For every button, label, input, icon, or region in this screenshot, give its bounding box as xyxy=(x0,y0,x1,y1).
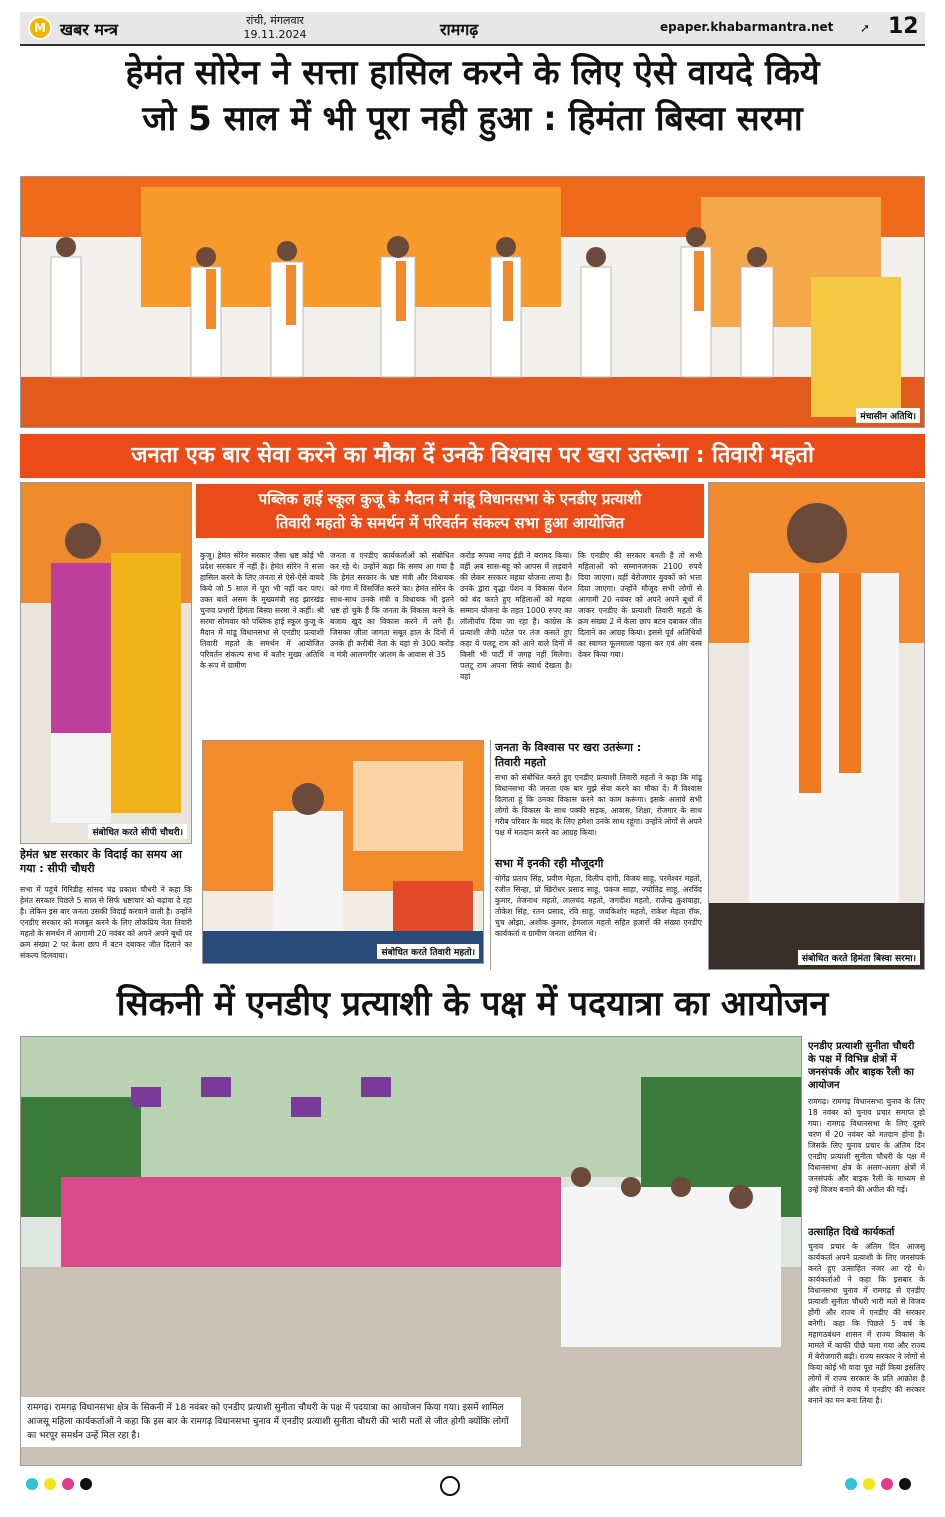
epaper-url[interactable]: epaper.khabarmantra.net xyxy=(660,20,834,34)
speaker-illustration xyxy=(21,483,192,844)
story-deck xyxy=(196,484,704,538)
padayatra-photo xyxy=(20,1036,802,1466)
left-photo-caption: संबोधित करते सीपी चौधरी। xyxy=(88,824,187,839)
story-column-2: जनता व एनडीए कार्यकर्ताओं को संबोधित कर रहे थे। उन्होंने कहा कि समय आ गया है कि हेमंत सरकार के भ्रष्ट मंत्री और विधायक को गंगा में विसर्जित करने का। हेमंत सोरेन के साथ-साथ उनके मंत्री व विधायक भी इतने भ्रष्ट हो चुके हैं कि जनता के विकास करने के बजाय खुद का विकास करने में लगे हैं। जिसका जीता जागता सबूत हाल के दिनों में उनके ही करीबी नेता के यहां से 300 करोड़ व मंत्री आलमगीर आलम के आवास से 35 xyxy=(330,551,454,659)
brand-logo xyxy=(28,16,52,40)
dateline xyxy=(220,14,330,42)
cursor-icon: ➚ xyxy=(860,21,871,35)
story-column-4: कि एनडीए की सरकार बनती है तो सभी महिलाओं को सम्मानजनक 2100 रुपये दिया जाएगा। वहीं बेरोजगार युवकों को भत्ता दिया जाएगा। उन्होंने मौजूद सभी लोगों से आगामी 20 नवंबर को अपने अपने बूथों में जाकर एनडीए के प्रत्याशी तिवारी महतो के क्रम संख्या 2 में केला छाप बटन दबाकर जीत दिलाने का आग्रह किया। इससे पूर्व अतिथियों का स्वागत फूलमाला पहना कर एवं अंग वस्त्र देकर किया गया। xyxy=(578,551,702,659)
reg-mark-yellow-right xyxy=(863,1478,875,1490)
side-story-subhead: उत्साहित दिखे कार्यकर्ता xyxy=(808,1227,895,1238)
rally-illustration xyxy=(203,741,484,964)
city-day: रांची, मंगलवार xyxy=(246,14,304,27)
issue-date: 19.11.2024 xyxy=(243,28,307,41)
logo-letter: M xyxy=(34,21,46,35)
himanta-photo xyxy=(708,482,925,970)
lead-headline-line2: जो 5 साल में भी पूरा नही हुआ : हिमंता बिस्वा सरमा xyxy=(142,99,803,139)
page-number: 12 xyxy=(888,14,919,39)
present-text: योगेंद्र प्रताप सिंह, प्रवीण मेहता, दिलीप दांगी, विजय साहू, परमेश्वर महतो, रंजीत सिन्हा, प्रो खिरोधर प्रसाद साहू, पंकज साहा, ज्योतिंद्र साहू, अरविंद कुमार, तेजनाथ महतो, लालचंद महतो, जगदीश महतो, राजेन्द्र कुशवाहा, तोकेश सिंह, रतन प्रसाद, रवि साहू, जयकिशोर महतो, राकेश मेहता रॉक, चुच ओझा, अशोक कुमार, हेमलाल महतो सहित हजारों की संख्या एनडीए कार्यकर्ता व ग्रामीण जनता शामिल थे। xyxy=(495,874,702,938)
lead-photo-caption: मंचासीन अतिथि। xyxy=(856,408,920,423)
reg-mark-black xyxy=(80,1478,92,1490)
right-photo-caption: संबोधित करते हिमंता बिस्वा सरमा। xyxy=(798,950,920,965)
reg-mark-cyan xyxy=(26,1478,38,1490)
quote-box-head-line1: जनता के विश्वास पर खरा उतरूंगा : xyxy=(495,740,702,755)
cpchaudhary-photo xyxy=(20,482,192,844)
section-name: रामगढ़ xyxy=(440,20,479,39)
present-head: सभा में इनकी रही मौजूदगी xyxy=(495,856,702,871)
reg-mark-magenta xyxy=(62,1478,74,1490)
side-story-head: एनडीए प्रत्याशी सुनीता चौधरी के पक्ष में विभिन्न क्षेत्रों में जनसंपर्क और बाइक रैली का आयोजन xyxy=(808,1041,915,1091)
stage-illustration xyxy=(21,177,925,428)
story-column-3: करोड़ रूपया नगद ईडी ने बरामद किया। वहीं अब सास-बहू को आपस में लड़वाने की लेकर सरकार महया योजना लाया है। उनके द्वारा वृद्धा पेंशन व विकास पेंशन को बंद करते हुए महिलाओं को महया सम्मान योजना के तहत 1000 रुपए का लॉलीपॉप दिया जा रहा है। कांग्रेस के प्रत्याशी जेपी पटेल पर तंज कसते हुए कहा ये पलटू राम को आने वाले दिनों में किसी भी पार्टी में जगह नहीं मिलेगा। पलटू राम अपना सिर्फ स्वार्थ देखता है। वहां xyxy=(460,551,572,681)
story-banner: जनता एक बार सेवा करने का मौका दें उनके विश्वास पर खरा उतरूंगा : तिवारी महतो xyxy=(20,434,925,478)
himanta-illustration xyxy=(709,483,925,970)
tiwari-photo xyxy=(202,740,484,964)
masthead-bar xyxy=(20,12,925,46)
reg-mark-magenta-right xyxy=(881,1478,893,1490)
side-story-text-2: चुनाव प्रचार के अंतिम दिन आजसू कार्यकर्ता अपने प्रत्याशी के लिए जनसंपर्क करते हुए उत्साहित नजर आ रहे थे। कार्यकर्ताओं ने कहा कि इसबार के विधानसभा चुनाव में रामगढ़ से एनडीए प्रत्याशी सुनीता चौधरी भारी मतों से विजय होंगी और राज्य में एनडीए की सरकार बनेगी। कहा कि पिछले 5 वर्ष के महागठबंधन शासन में राज्य विकास के मामले में काफी पीछे चला गया और राज्य में बेरोजगारी बढ़ी। राज्य सरकार ने लोगों से किया कोई भी वादा पूरा नहीं किया इसलिए लोगों में राज्य सरकार के प्रति आक्रोश है और लोगों ने राज्य में एनडीए की सरकार बनाने का मन बना लिया है। xyxy=(808,1242,925,1405)
reg-crosshair-icon xyxy=(440,1476,460,1496)
lead-headline-line1: हेमंत सोरेन ने सत्ता हासिल करने के लिए ऐसे वायदे किये xyxy=(125,53,820,93)
deck-line1: पब्लिक हाई स्कूल कुजू के मैदान में मांडू विधानसभा के एनडीए प्रत्याशी xyxy=(258,490,642,508)
side-story xyxy=(808,1040,925,1466)
reg-mark-black-right xyxy=(899,1478,911,1490)
brand-name: खबर मन्त्र xyxy=(60,20,118,39)
quote-box-text: सभा को संबोधित करते हुए एनडीए प्रत्याशी तिवारी महतो ने कहा कि मांडू विधानसभा की जनता एक बार मुझे सेवा करने का मौका दें। मैं विश्वास दिलाता हूं कि उनका विकास करने का काम करूंगा। इसके अलावे सभी लोगों के विकास के साथ पक्की सड़क, आवास, शिक्षा, रोजगार के साथ गरीब परिवार के मदद के लिए हमेशा उनके साथ रहूंगा। उन्होंने लोगों से अपने पक्ष में मतदान करने का आग्रह किया। xyxy=(495,773,702,837)
mid-photo-caption: संबोधित करते तिवारी महतो। xyxy=(377,944,479,959)
left-story-text: सभा में पहुंचे गिरिडीह सांसद चंद्र प्रकाश चौधरी ने कहा कि हेमंत सरकार पिछले 5 साल से सिर्फ भ्रष्टाचार को बढ़ावा दे रहा है। लेकिन इस बार जनता उसकी विदाई करवाने वाली है। उन्होंने एनडीए सरकार को मजबूत करने के लिए लोकप्रिय नेता तिवारी महतो के समर्थन में आगामी 20 नवंबर को अपने अपने बूथों पर क्रम संख्या 2 पर केला छाप में बटन दबाकर जीत दिलाने का संकल्प दिलवाया। xyxy=(20,885,192,960)
reg-mark-cyan-right xyxy=(845,1478,857,1490)
reg-mark-yellow xyxy=(44,1478,56,1490)
lead-photo xyxy=(20,176,925,428)
padayatra-photo-caption: रामगढ़। रामगढ़ विधानसभा क्षेत्र के सिकनी में 18 नवंबर को एनडीए प्रत्याशी सुनीता चौधरी के पक्ष में पदयात्रा का आयोजन किया गया। इसमें शामिल आजसू महिला कार्यकर्ताओं ने कहा कि इस बार के रामगढ़ विधानसभा चुनाव में एनडीए प्रत्याशी सुनीता चौधरी की भारी मतों से जीत होगी क्योंकि लोगों का भरपूर समर्थन उन्हें मिल रहा है। xyxy=(21,1397,521,1447)
story-column-1: कुजू। हेमंत सोरेन सरकार जैसा भ्रष्ट कोई भी प्रदेश सरकार में नहीं है। हेमंत सोरेन ने सत्ता हासिल करने के लिए जनता से ऐसे-ऐसे वायदे किये जो 5 साल में पूरा भी नहीं कर पाए। उक्त बातें असम के मुख्यमंत्री सह झारखंड चुनाव प्रभारी हिमंता बिस्वा सरमा ने कहीं। श्री सरमा सोमवार को पब्लिक हाई स्कूल कुजू के मैदान में मांडू विधानसभा से एनडीए प्रत्याशी तिवारी महतो के समर्थन में आयोजित परिवर्तन संकल्प सभा में बतौर मुख्य अतिथि के रूप में ग्रामीण xyxy=(200,551,324,670)
deck-line2: तिवारी महतो के समर्थन में परिवर्तन संकल्प सभा हुआ आयोजित xyxy=(275,514,625,532)
side-story-text-1: रामगढ़। रामगढ़ विधानसभा चुनाव के लिए 18 नवंबर को चुनाव प्रचार समाप्त हो गया। रामगढ़ विधानसभा के लिए दूसरे चरण में 20 नवंबर को मतदान होना है। जिसके लिए चुनाव प्रचार के अंतिम दिन एनडीए प्रत्याशी सुनीता चौधरी के पक्ष में विधानसभा क्षेत्र के अलग-अलग क्षेत्रों में जनसंपर्क और बाइक रैली के माध्यम से उन्हें विजय बनाने की अपील की गई। xyxy=(808,1097,925,1194)
quote-box-head-line2: तिवारी महतो xyxy=(495,755,702,770)
third-headline: सिकनी में एनडीए प्रत्याशी के पक्ष में पदयात्रा का आयोजन xyxy=(116,984,829,1024)
left-subhead: हेमंत भ्रष्ट सरकार के विदाई का समय आ गया : सीपी चौधरी xyxy=(20,848,182,875)
quote-box xyxy=(490,740,702,970)
